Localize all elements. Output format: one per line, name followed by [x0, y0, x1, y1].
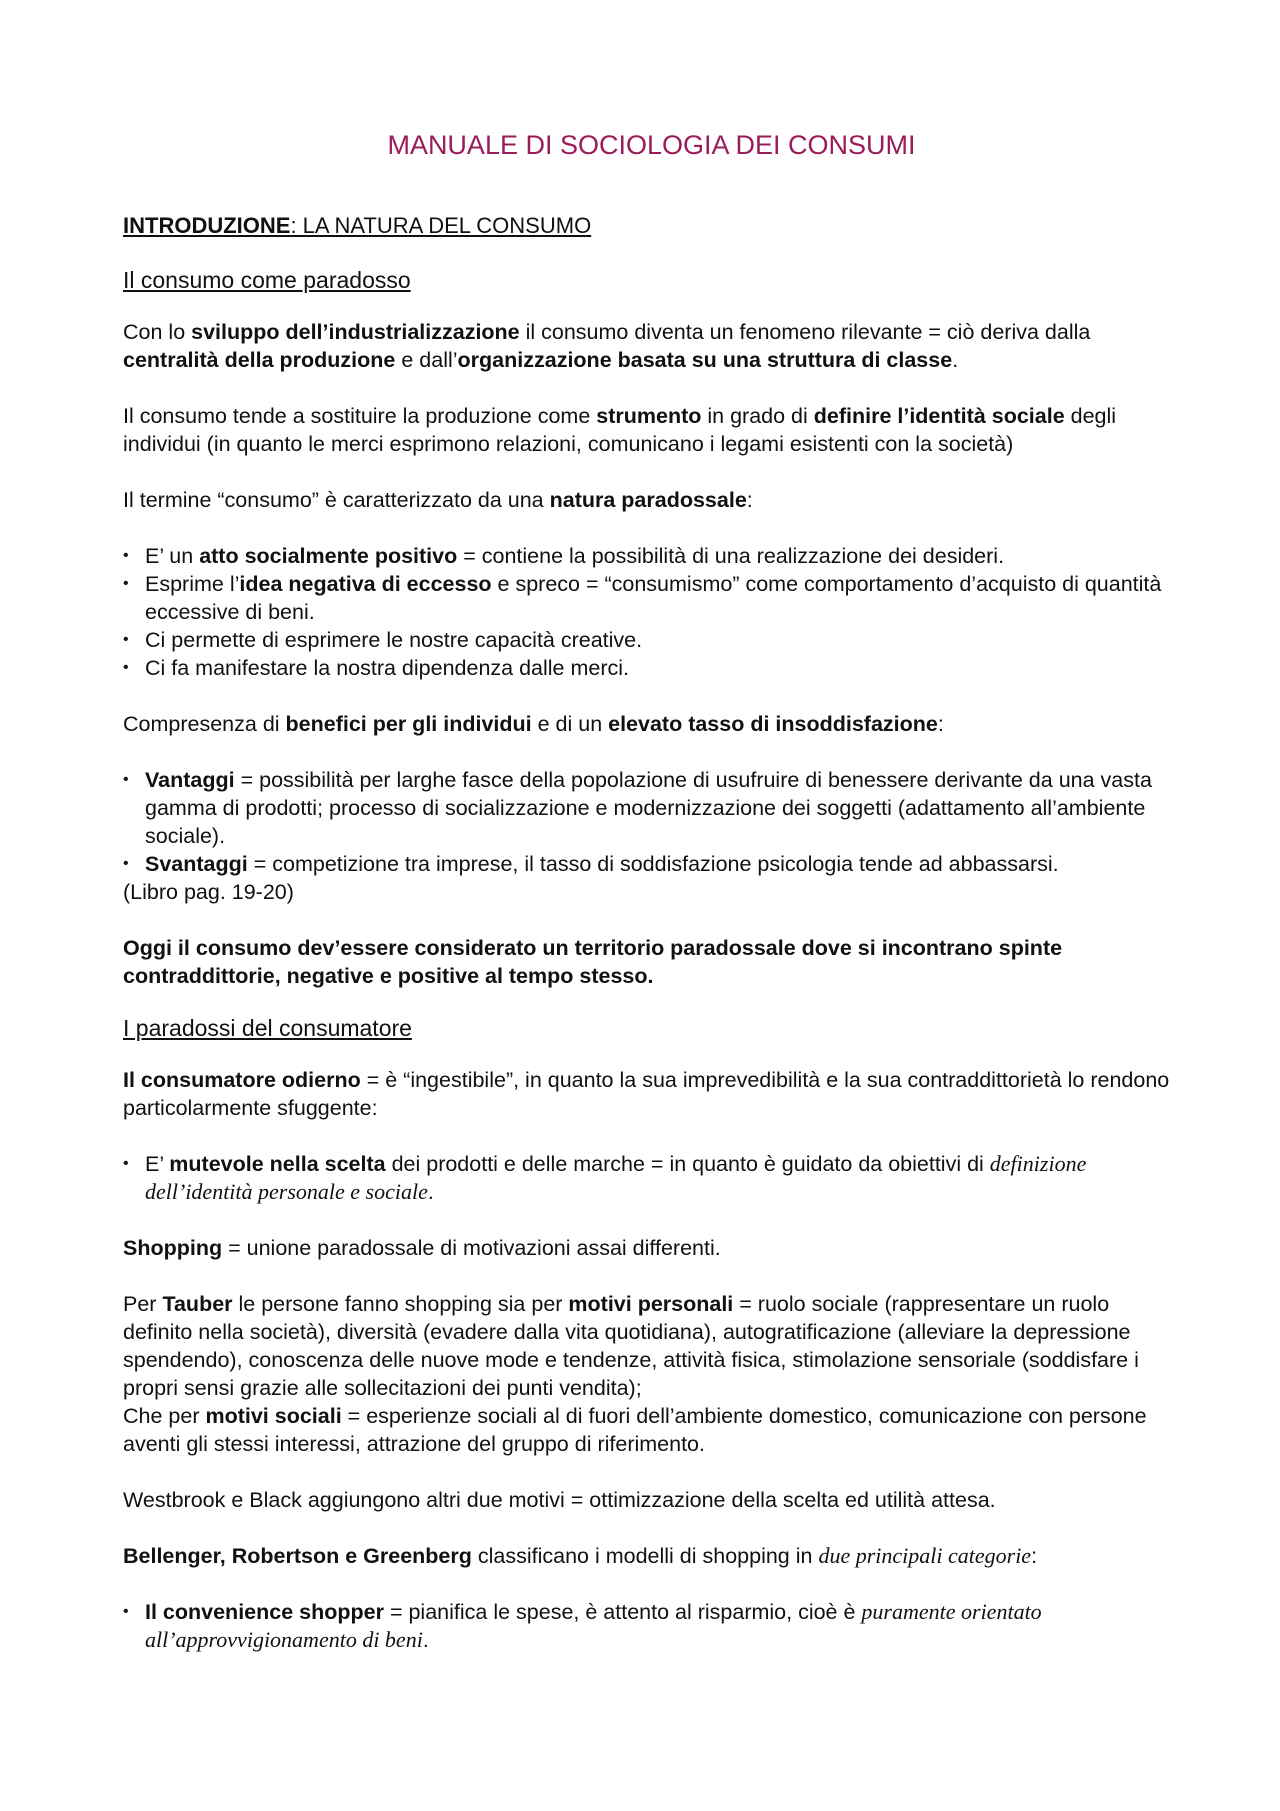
bullet-list-pros-cons: [123, 766, 1170, 878]
text-span: :: [746, 488, 753, 512]
text-span: = esperienze sociali al di fuori dell’ambiente domestico, comunicazione con persone aventi gli stessi interessi, attrazione del gruppo di riferimento.: [123, 1404, 1147, 1456]
italic-text: definizione dell’identità personale e sociale: [145, 1151, 1087, 1204]
bold-text: Il consumatore odierno: [123, 1068, 361, 1092]
bold-text: Il convenience shopper: [145, 1600, 384, 1624]
bullet-icon: •: [123, 1603, 129, 1620]
book-reference: (Libro pag. 19-20): [123, 880, 294, 904]
intro-subtitle: : LA NATURA DEL CONSUMO: [290, 213, 592, 238]
text-span: :: [1031, 1544, 1038, 1568]
document-title: MANUALE DI SOCIOLOGIA DEI CONSUMI: [387, 130, 916, 160]
text-span: = pianifica le spese, è attento al risparmio, cioè è: [383, 1600, 862, 1624]
paragraph: [123, 486, 1170, 514]
bold-text: Bellenger, Robertson e Greenberg: [123, 1544, 472, 1568]
list-item: [123, 542, 1170, 570]
bullet-icon: •: [123, 631, 129, 648]
paragraph: [123, 1066, 1170, 1122]
intro-label: INTRODUZIONE: [123, 213, 291, 238]
bold-text: Vantaggi: [145, 768, 235, 792]
paragraph: [123, 318, 1170, 374]
text-span: E’ un: [145, 544, 200, 568]
text-span: in grado di: [701, 404, 814, 428]
bullet-icon: •: [123, 659, 129, 676]
list-item: [123, 850, 1170, 878]
text-span: Il consumo tende a sostituire la produzione come: [123, 404, 597, 428]
paragraph: [123, 402, 1170, 458]
text-span: dei prodotti e delle marche = in quanto è guidato da obiettivi di: [385, 1152, 990, 1176]
list-item: [123, 654, 1170, 682]
list-item: [123, 1598, 1170, 1654]
text-span: Che per: [123, 1404, 206, 1428]
text-span: .: [422, 1628, 429, 1652]
text-span: = unione paradossale di motivazioni assai differenti.: [222, 1236, 721, 1260]
paragraph: Westbrook e Black aggiungono altri due motivi = ottimizzazione della scelta ed utilità attesa.: [123, 1488, 996, 1512]
paragraph: [123, 1234, 1170, 1262]
bullet-list-consumer: [123, 1150, 1170, 1206]
italic-text: puramente orientato all’approvvigionamento di beni: [145, 1599, 1042, 1652]
bold-text: elevato tasso di insoddisfazione: [608, 712, 938, 736]
bold-text: natura paradossale: [549, 488, 747, 512]
bold-text: Svantaggi: [145, 852, 248, 876]
bold-text: Tauber: [162, 1292, 233, 1316]
bullet-list-paradox: [123, 542, 1170, 682]
bold-text: strumento: [596, 404, 702, 428]
text-span: = contiene la possibilità di una realizzazione dei desideri.: [457, 544, 1005, 568]
text-span: = possibilità per larghe fasce della popolazione di usufruire di benessere derivante da una vasta gamma di prodotti; processo di socializzazione e modernizzazione dei soggetti (adattamento all’ambiente sociale).: [145, 768, 1152, 848]
bullet-icon: •: [123, 771, 129, 788]
bullet-icon: •: [123, 575, 129, 592]
text-span: = è “ingestibile”, in quanto la sua imprevedibilità e la sua contraddittorietà lo rendono particolarmente sfuggente:: [123, 1068, 1170, 1120]
paragraph: [123, 710, 1170, 738]
paragraph: [123, 1402, 1170, 1458]
text-span: = competizione tra imprese, il tasso di soddisfazione psicologia tende ad abbassarsi.: [247, 852, 1059, 876]
text-span: Per: [123, 1292, 163, 1316]
list-item: [123, 570, 1170, 626]
bold-text: motivi personali: [568, 1292, 734, 1316]
text-span: e dall’: [395, 348, 458, 372]
text-span: Esprime l’: [145, 572, 240, 596]
conclusion-paragraph: [123, 934, 1170, 990]
text-span: Ci fa manifestare la nostra dipendenza dalle merci.: [145, 656, 630, 680]
list-item: [123, 626, 1170, 654]
bold-text: Oggi il consumo dev’essere considerato un territorio paradossale dove si incontrano spinte contraddittorie, negative e positive al tempo stesso.: [123, 936, 1063, 988]
text-span: le persone fanno shopping sia per: [232, 1292, 569, 1316]
text-span: .: [427, 1180, 434, 1204]
bold-text: sviluppo dell’industrializzazione: [191, 320, 520, 344]
bold-text: motivi sociali: [205, 1404, 342, 1428]
text-span: e spreco = “consumismo” come comportamento d’acquisto di quantità eccessive di beni.: [145, 572, 1162, 624]
text-span: :: [937, 712, 944, 736]
section-heading-consumo-paradosso: Il consumo come paradosso: [123, 267, 411, 293]
bullet-icon: •: [123, 855, 129, 872]
section-heading-paradossi-consumatore: I paradossi del consumatore: [123, 1015, 412, 1041]
list-item: [123, 1150, 1170, 1206]
bold-text: centralità della produzione: [123, 348, 396, 372]
paragraph: [123, 1542, 1170, 1570]
text-span: Con lo: [123, 320, 192, 344]
text-span: .: [952, 348, 959, 372]
bold-text: definire l’identità sociale: [813, 404, 1065, 428]
text-span: il consumo diventa un fenomeno rilevante = ciò deriva dalla: [519, 320, 1091, 344]
bullet-icon: •: [123, 1155, 129, 1172]
text-span: e di un: [531, 712, 609, 736]
text-span: degli individui (in quanto le merci esprimono relazioni, comunicano i legami esistenti con la società): [123, 404, 1117, 456]
text-span: Compresenza di: [123, 712, 286, 736]
text-span: = ruolo sociale (rappresentare un ruolo definito nella società), diversità (evadere dalla vita quotidiana), autogratificazione (alleviare la depressione spendendo), conoscenza delle nuove mode e tendenze, attività fisica, stimolazione sensoriale (soddisfare i propri sensi grazie alle sollecitazioni dei punti vendita);: [123, 1292, 1139, 1400]
bold-text: organizzazione basata su una struttura di classe: [457, 348, 953, 372]
bold-text: atto socialmente positivo: [199, 544, 458, 568]
bold-text: mutevole nella scelta: [169, 1152, 386, 1176]
intro-heading: [123, 212, 1170, 240]
italic-text: due principali categorie: [818, 1543, 1032, 1568]
text-span: classificano i modelli di shopping in: [471, 1544, 819, 1568]
text-span: Il termine “consumo” è caratterizzato da una: [123, 488, 550, 512]
bullet-list-shopper-types: [123, 1598, 1170, 1654]
bold-text: benefici per gli individui: [285, 712, 532, 736]
text-span: E’: [145, 1152, 170, 1176]
text-span: Ci permette di esprimere le nostre capacità creative.: [145, 628, 643, 652]
paragraph: [123, 1290, 1170, 1402]
bold-text: idea negativa di eccesso: [239, 572, 492, 596]
bullet-icon: •: [123, 547, 129, 564]
list-item: [123, 766, 1170, 850]
bold-text: Shopping: [123, 1236, 223, 1260]
